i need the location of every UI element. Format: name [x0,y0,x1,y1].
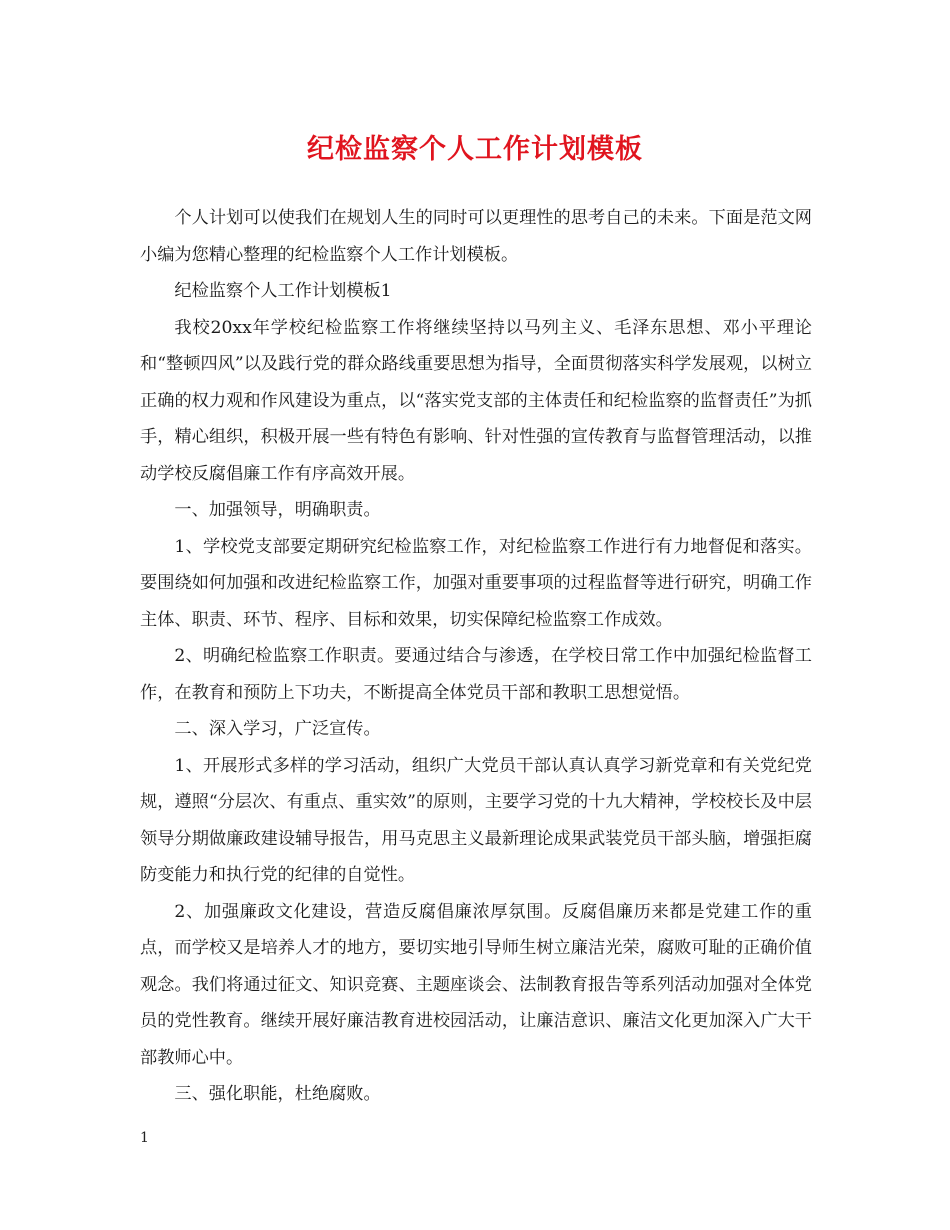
paragraph-2-1: 1、开展形式多样的学习活动，组织广大党员干部认真认真学习新党章和有关党纪党规，遵照“分层次、有重点、重实效”的原则，主要学习党的十九大精神，学校校长及中层领导分期做廉政建设辅导报告，用马克思主义最新理论成果武装党员干部头脑，增强拒腐防变能力和执行党的纪律的自觉性。 [140,755,812,885]
paragraph-1-1: 1、学校党支部要定期研究纪检监察工作，对纪检监察工作进行有力地督促和落实。要围绕如何加强和改进纪检监察工作，加强对重要事项的过程监督等进行研究，明确工作主体、职责、环节、程序、目标和效果，切实保障纪检监察工作成效。 [140,536,812,630]
paragraph-template-heading: 纪检监察个人工作计划模板1 [174,281,392,301]
page-number: 1 [140,1130,149,1146]
paragraph-1-2: 2、明确纪检监察工作职责。要通过结合与渗透，在学校日常工作中加强纪检监督工作，在教育和预防上下功夫，不断提高全体党员干部和教职工思想觉悟。 [140,646,812,703]
document-body [140,200,812,1113]
paragraph-intro: 个人计划可以使我们在规划人生的同时可以更理性的思考自己的未来。下面是范文网小编为您精心整理的纪检监察个人工作计划模板。 [140,208,812,265]
section-heading-1: 一、加强领导，明确职责。 [174,500,381,520]
section-heading-2: 二、深入学习，广泛宣传。 [174,719,381,739]
section-heading-3: 三、强化职能，杜绝腐败。 [174,1084,381,1104]
paragraph-2-2: 2、加强廉政文化建设，营造反腐倡廉浓厚氛围。反腐倡廉历来都是党建工作的重点，而学校又是培养人才的地方，要切实地引导师生树立廉洁光荣，腐败可耻的正确价值观念。我们将通过征文、知识竞赛、主题座谈会、法制教育报告等系列活动加强对全体党员的党性教育。继续开展好廉洁教育进校园活动，让廉洁意识、廉洁文化更加深入广大干部教师心中。 [140,901,812,1068]
document-title: 纪检监察个人工作计划模板 [307,134,643,165]
paragraph-guiding-ideology: 我校20xx年学校纪检监察工作将继续坚持以马列主义、毛泽东思想、邓小平理论和“整顿四风”以及践行党的群众路线重要思想为指导，全面贯彻落实科学发展观，以树立正确的权力观和作风建设为重点，以“落实党支部的主体责任和纪检监察的监督责任”为抓手，精心组织，积极开展一些有特色有影响、针对性强的宣传教育与监督管理活动，以推动学校反腐倡廉工作有序高效开展。 [140,317,812,484]
